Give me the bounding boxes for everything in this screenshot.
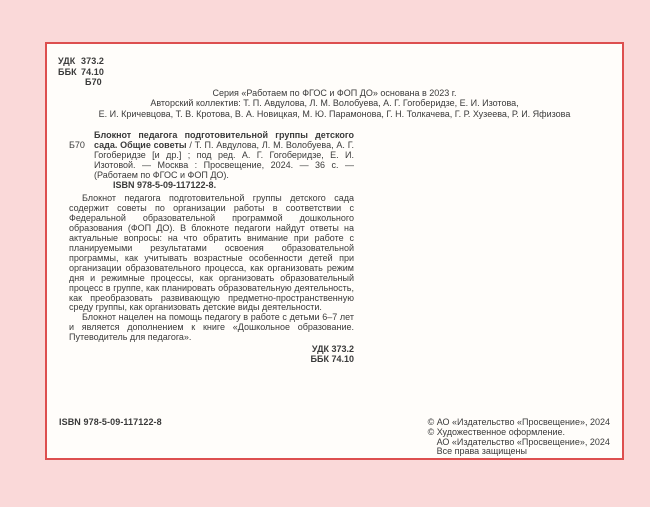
series-block (47, 88, 622, 119)
copyright-rights-line: Все права защищены (436, 446, 528, 457)
bibliographic-entry (69, 131, 354, 181)
author-collective-line-2: Е. И. Кричевцова, Т. В. Кротова, В. А. Новицкая, М. Ю. Парамонова, Г. Н. Толкачева, Г. Р. Хузеева, Р. И. Яфизова (98, 108, 571, 119)
copyright-block (428, 418, 610, 457)
series-founded-line: Серия «Работаем по ФГОС и ФОП ДО» основана в 2023 г. (212, 88, 457, 98)
author-sign: Б70 (85, 77, 102, 87)
biblio-description: / Т. П. Авдулова, Л. М. Волобуева, А. Г. Гогоберидзе [и др.] ; под ред. А. Г. Гогоберидзе, Е. И. Изотовой. — Москва : Просвещение, 2024. — 36 с. — (Работаем по ФГОС и ФОП ДО). (94, 139, 355, 180)
udk-code-row (58, 56, 104, 67)
main-text-column (69, 131, 354, 365)
biblio-text (94, 130, 354, 180)
bbk-code-bottom: ББК 74.10 (310, 353, 354, 364)
bbk-label: ББК (58, 66, 77, 77)
udk-value: 373.2 (81, 56, 105, 66)
annotation-paragraph-2: Блокнот нацелен на помощь педагогу в работе с детьми 6–7 лет и является дополнением к книге «Дошкольное образование. Путеводитель для педагога». (69, 312, 354, 343)
biblio-author-sign: Б70 (69, 139, 85, 150)
copyright-artwork-line: © Художественное оформление. (427, 426, 566, 437)
udk-code-bottom: УДК 373.2 (311, 344, 354, 355)
copyright-publisher-line: © АО «Издательство «Просвещение», 2024 (427, 417, 610, 427)
udk-label: УДК (58, 56, 76, 66)
classification-codes-top (58, 56, 104, 88)
author-collective-line-1: Авторский коллектив: Т. П. Авдулова, Л. М. Волобуева, А. Г. Гогоберидзе, Е. И. Изотова, (150, 98, 519, 109)
classification-codes-bottom (69, 345, 354, 365)
bbk-value: 74.10 (81, 66, 105, 77)
annotation-paragraph-1: Блокнот педагога подготовительной группы детского сада содержит советы по организации работы в соответствии с Федеральной образовательной программой дошкольного образования (ФОП ДО). В блокноте педагоги найдут ответы на актуальные вопросы: на что обратить внимание при работе с планируемыми результатами освоения образовательной программы, как учитывать возрастные особенности детей при организации образовательного процесса, как организовать режим дня и режимные процессы, как организовать образовательный процесс в группе, как планировать образовательную деятельность, как преобразовать развивающую предметно-пространственную среду группы, как организовать детские виды деятельности. (69, 193, 354, 313)
biblio-title: Блокнот педагога подготовительной группы детского сада. Общие советы (94, 130, 354, 150)
imprint-footer (59, 418, 610, 457)
book-imprint-page (45, 42, 624, 460)
copyright-publisher-line-2: АО «Издательство «Просвещение», 2024 (436, 436, 610, 447)
bbk-code-row (58, 67, 104, 78)
footer-isbn: ISBN 978-5-09-117122-8 (59, 417, 162, 427)
biblio-isbn: ISBN 978-5-09-117122-8. (113, 179, 217, 190)
